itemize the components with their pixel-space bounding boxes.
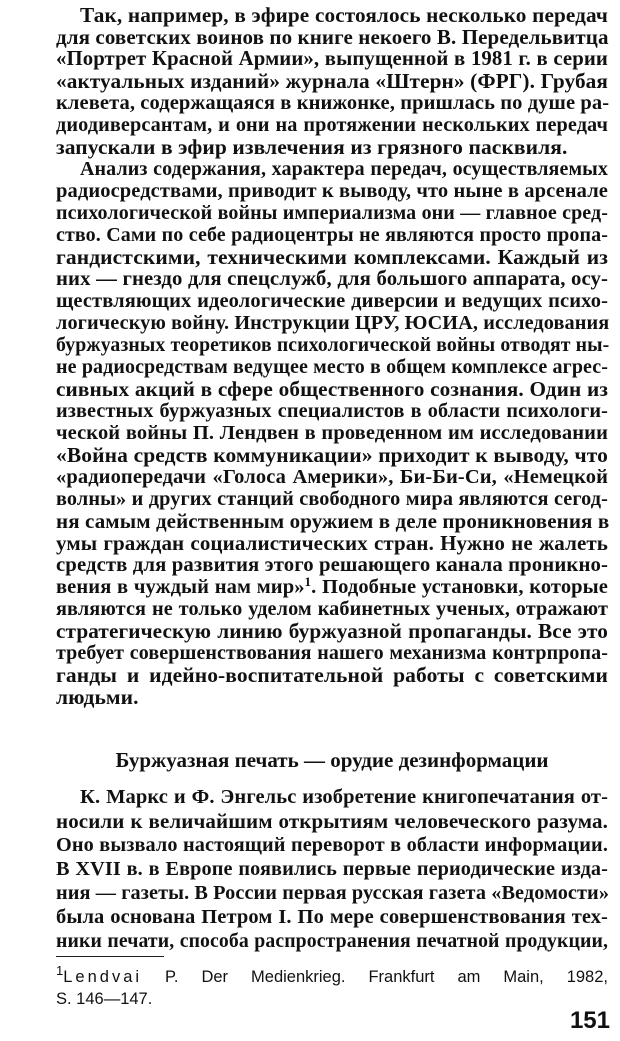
text-line: ния — газеты. В России первая русская газета «Ведомости» xyxy=(56,882,610,904)
footnote-rule xyxy=(56,956,164,957)
footnote-line: S. 146—147. xyxy=(56,990,153,1008)
text-line: Так, например, в эфире состоялось несколько передач xyxy=(80,3,608,27)
section-heading: Буржуазная печать — орудие дезинформации xyxy=(115,748,549,772)
text-line: «Война средств коммуникации» приходит к выводу, что xyxy=(56,443,608,467)
text-line: ники печати, способа распространения печатной продукции, xyxy=(56,930,608,952)
text-fragment: вения в чуждый нам мир» xyxy=(56,576,305,598)
text-line: них — гнездо для спецслужб, для большого аппарата, осу- xyxy=(56,268,608,290)
text-line: ществляющих идеологические диверсии и ведущих психо- xyxy=(56,290,608,312)
text-line: носили к величайшим открытиям человеческого разума. xyxy=(56,809,608,833)
text-fragment: . Подобные установки, которые xyxy=(311,576,608,598)
text-line: сивных акций в сфере общественного сознания. Один из xyxy=(56,377,608,401)
text-line: известных буржуазных специалистов в области психологи- xyxy=(56,400,608,422)
text-line: диодиверсантам, и они на протяжении нескольких передач xyxy=(56,114,608,136)
footnote-text: P. Der Medienkrieg. Frankfurt am Main, 1982, xyxy=(142,968,608,986)
text-line: радиосредствами, приводит к выводу, что ныне в арсенале xyxy=(56,180,608,202)
text-line: «Портрет Красной Армии», выпущенной в 1981 г. в серии xyxy=(56,48,608,70)
text-line: психологической войны империализма они — главное сред- xyxy=(56,202,608,224)
text-line: для советских воинов по книге некоего В. Передельвитца xyxy=(56,25,609,49)
text-line: людьми. xyxy=(56,685,139,709)
text-line: запускали в эфир извлечения из грязного пасквиля. xyxy=(56,135,568,159)
text-line: умы граждан социалистических стран. Нужно не жалеть xyxy=(56,531,608,555)
text-line: логическую войну. Инструкции ЦРУ, ЮСИА, исследования xyxy=(56,312,610,334)
text-line: была основана Петром I. По мере совершенствования тех- xyxy=(56,906,608,928)
text-line: Анализ содержания, характера передач, осуществляемых xyxy=(80,158,608,180)
page-number: 151 xyxy=(569,1007,610,1034)
text-line: требует совершенствования нашего механизма контрпропа- xyxy=(56,642,608,664)
text-line: «актуальных изданий» журнала «Штерн» (ФРГ). Грубая xyxy=(56,69,608,93)
footnote-reference: 1 xyxy=(304,574,312,589)
footnote-line xyxy=(56,963,608,988)
text-line: стратегическую линию буржуазной пропаганды. Все это xyxy=(56,619,608,643)
text-line: гандистскими, техническими комплексами. Каждый из xyxy=(56,245,608,269)
text-line: ганды и идейно-воспитательной работы с советскими xyxy=(56,663,608,687)
text-line: Оно вызвало настоящий переворот в области информации. xyxy=(56,834,608,856)
text-line: клевета, содержащаяся в книжонке, пришлась по душе ра- xyxy=(56,92,610,114)
text-line: В XVII в. в Европе появились первые периодические изда- xyxy=(56,858,608,880)
text-line: ня самым действенным оружием в деле проникновения в xyxy=(56,509,610,533)
text-line: буржуазных теоретиков психологической войны отводят ны- xyxy=(56,334,610,356)
text-line: волны» и других станций свободного мира являются сегод- xyxy=(56,488,608,510)
text-line: «радиопередачи «Голоса Америки», Би-Би-Си, «Немецкой xyxy=(56,466,608,488)
text-line: являются не только уделом кабинетных ученых, отражают xyxy=(56,598,608,620)
text-line: средств для развития этого решающего канала проникно- xyxy=(56,554,608,576)
footnote-marker: 1 xyxy=(56,963,64,978)
text-line: К. Маркс и Ф. Энгельс изобретение книгопечатания от- xyxy=(80,786,608,808)
footnote-author: Lendvai xyxy=(63,968,143,986)
text-line: ство. Сами по себе радиоцентры не являются просто пропа- xyxy=(56,224,608,246)
text-line: ческой войны П. Лендвен в проведенном им исследовании xyxy=(56,422,608,444)
text-line: не радиосредствам ведущее место в общем комплексе агрес- xyxy=(56,356,608,378)
